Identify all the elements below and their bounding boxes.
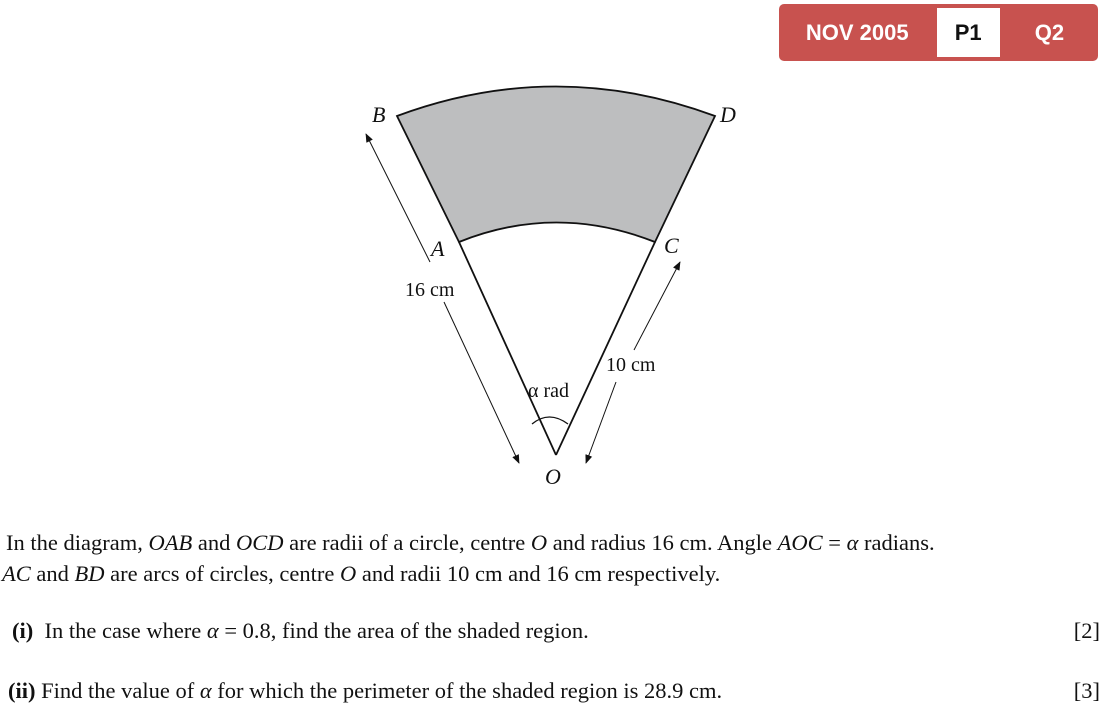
- question-number-label: Q2: [1034, 19, 1065, 45]
- angle-arc: [532, 417, 568, 424]
- part-ii-marks: [3]: [1073, 678, 1100, 703]
- point-b-label: B: [372, 102, 386, 127]
- point-o-label: O: [545, 464, 561, 489]
- point-c-label: C: [664, 233, 679, 258]
- part-i-label: (i): [12, 618, 34, 643]
- intro-line-1: In the diagram, OAB and OCD are radii of a circle, centre O and radius 16 cm. Angle AOC = α radians.: [6, 530, 935, 555]
- question-intro: [2, 527, 1100, 589]
- radius-oa: [459, 242, 556, 455]
- angle-label: α rad: [528, 380, 570, 402]
- part-ii-label: (ii): [8, 678, 36, 703]
- point-a-label: A: [431, 236, 445, 261]
- part-i-marks: [2]: [1073, 618, 1100, 643]
- length-label-16cm: 16 cm: [405, 279, 455, 301]
- shaded-region: [397, 87, 715, 243]
- exam-session-label: NOV 2005: [805, 19, 909, 45]
- length-label-10cm: 10 cm: [606, 354, 656, 376]
- paper-number-label: P1: [937, 8, 1000, 57]
- dimension-arrow-10cm-lower: [586, 382, 616, 463]
- dimension-arrow-10cm-upper: [634, 262, 680, 350]
- radius-oc: [556, 242, 655, 455]
- dimension-arrow-16cm-lower: [444, 302, 519, 463]
- point-d-label: D: [720, 102, 736, 127]
- intro-line-2: AC and BD are arcs of circles, centre O and radii 10 cm and 16 cm respectively.: [2, 561, 721, 586]
